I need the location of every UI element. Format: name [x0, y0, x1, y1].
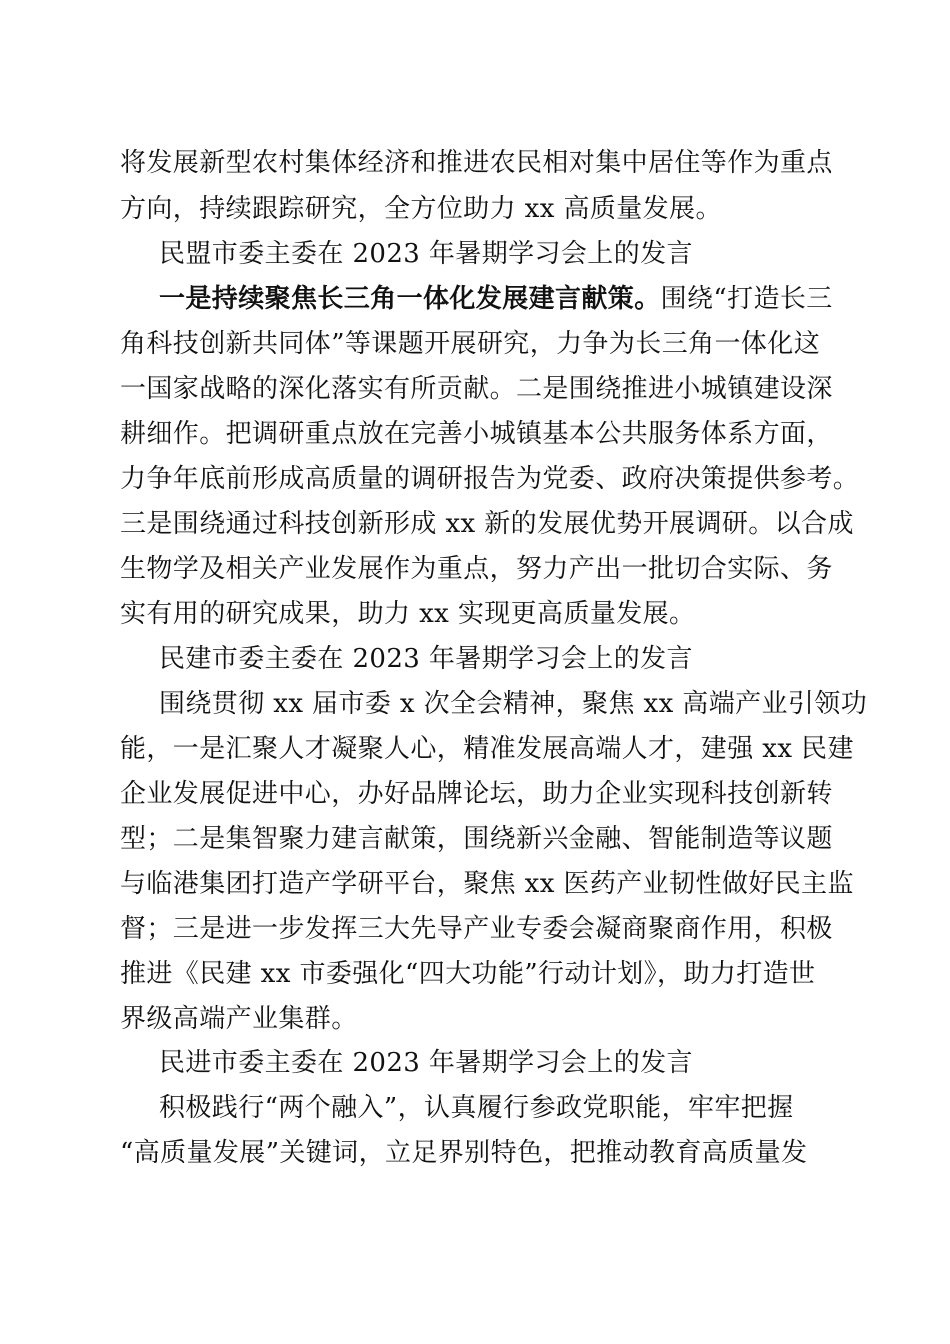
paragraph-line: 将发展新型农村集体经济和推进农民相对集中居住等作为重点	[120, 148, 833, 178]
paragraph-line: 企业发展促进中心，办好品牌论坛，助力企业实现科技创新转	[120, 779, 833, 809]
paragraph-line	[159, 279, 879, 319]
paragraph-line: 督；三是进一步发挥三大先导产业专委会凝商聚商作用，积极	[120, 914, 833, 944]
paragraph-line: 一国家战略的深化落实有所贡献。二是围绕推进小城镇建设深	[120, 374, 833, 404]
paragraph-line: 界级高端产业集群。	[120, 1004, 358, 1034]
paragraph-line: “高质量发展”关键词，立足界别特色，把推动教育高质量发	[120, 1138, 808, 1168]
paragraph-line: 力争年底前形成高质量的调研报告为党委、政府决策提供参考。	[120, 464, 860, 494]
paragraph-line: 角科技创新共同体”等课题开展研究，力争为长三角一体化这	[120, 329, 821, 359]
paragraph-line: 推进《民建 xx 市委强化“四大功能”行动计划》，助力打造世	[120, 959, 816, 989]
paragraph-line: 三是围绕通过科技创新形成 xx 新的发展优势开展调研。以合成	[120, 509, 854, 539]
bold-lead-sentence: 一是持续聚焦长三角一体化发展建言献策。	[159, 284, 661, 314]
paragraph-line: 积极践行“两个融入”，认真履行参政党职能，牢牢把握	[159, 1093, 794, 1123]
paragraph-line: 实有用的研究成果，助力 xx 实现更高质量发展。	[120, 599, 696, 629]
paragraph-line: 围绕贯彻 xx 届市委 x 次全会精神，聚焦 xx 高端产业引领功	[159, 689, 868, 719]
section-heading: 民建市委主委在 2023 年暑期学习会上的发言	[159, 644, 693, 674]
section-heading: 民盟市委主委在 2023 年暑期学习会上的发言	[159, 239, 693, 269]
paragraph-line: 与临港集团打造产学研平台，聚焦 xx 医药产业韧性做好民主监	[120, 869, 854, 899]
paragraph-line: 生物学及相关产业发展作为重点，努力产出一批切合实际、务	[120, 554, 833, 584]
paragraph-line: 方向，持续跟踪研究，全方位助力 xx 高质量发展。	[120, 194, 722, 224]
section-heading: 民进市委主委在 2023 年暑期学习会上的发言	[159, 1048, 693, 1078]
paragraph-line: 型；二是集智聚力建言献策，围绕新兴金融、智能制造等议题	[120, 824, 833, 854]
line-continuation: 围绕“打造长三	[660, 284, 833, 314]
paragraph-line: 耕细作。把调研重点放在完善小城镇基本公共服务体系方面，	[120, 419, 833, 449]
paragraph-line: 能，一是汇聚人才凝聚人心，精准发展高端人才，建强 xx 民建	[120, 734, 854, 764]
